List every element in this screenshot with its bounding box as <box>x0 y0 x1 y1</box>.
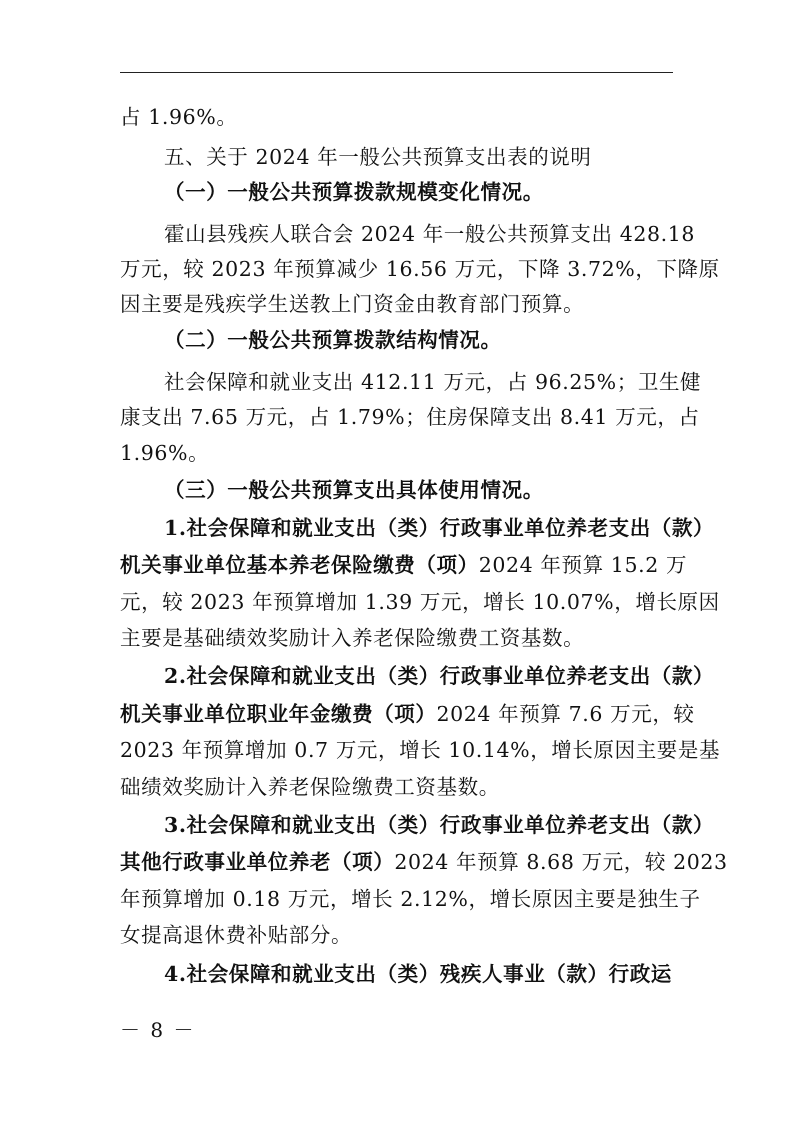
paragraph-1-line-2: 万元，较 2023 年预算减少 16.56 万元，下降 3.72%，下降原 <box>120 257 720 281</box>
item-3-title: 3.社会保障和就业支出（类）行政事业单位养老支出（款） <box>164 813 715 837</box>
item-1-subject: 机关事业单位基本养老保险缴费（项） <box>120 553 479 577</box>
page-number: － 8 － <box>120 1018 196 1042</box>
item-1-line-4: 主要是基础绩效奖励计入养老保险缴费工资基数。 <box>120 626 585 650</box>
item-1-title: 1.社会保障和就业支出（类）行政事业单位养老支出（款） <box>164 516 715 540</box>
section-heading-5: 五、关于 2024 年一般公共预算支出表的说明 <box>164 145 592 169</box>
item-2-subject: 机关事业单位职业年金缴费（项） <box>120 702 437 726</box>
paragraph-1-line-1: 霍山县残疾人联合会 2024 年一般公共预算支出 428.18 <box>164 222 696 246</box>
subheading-2: （二）一般公共预算拨款结构情况。 <box>164 328 502 352</box>
item-3-subject: 其他行政事业单位养老（项） <box>120 850 395 874</box>
item-2-line-4: 础绩效奖励计入养老保险缴费工资基数。 <box>120 775 500 799</box>
item-2-line-3: 2023 年预算增加 0.7 万元，增长 10.14%，增长原因主要是基 <box>120 738 721 762</box>
item-1-line-2 <box>120 553 688 577</box>
item-3-line-4: 女提高退休费补贴部分。 <box>120 923 353 947</box>
item-2-line-2 <box>120 702 695 726</box>
paragraph-1-line-3: 因主要是残疾学生送教上门资金由教育部门预算。 <box>120 292 585 316</box>
item-4-title: 4.社会保障和就业支出（类）残疾人事业（款）行政运 <box>164 962 672 986</box>
paragraph-2-line-2: 康支出 7.65 万元，占 1.79%；住房保障支出 8.41 万元，占 <box>120 405 700 429</box>
paragraph-2-line-3: 1.96%。 <box>120 441 210 465</box>
item-3-budget: 2024 年预算 8.68 万元，较 2023 <box>394 850 728 874</box>
text-line-1: 占 1.96%。 <box>120 105 238 129</box>
header-rule <box>120 72 673 73</box>
item-2-budget: 2024 年预算 7.6 万元，较 <box>436 702 695 726</box>
item-2-title: 2.社会保障和就业支出（类）行政事业单位养老支出（款） <box>164 664 715 688</box>
item-3-line-2 <box>120 850 728 874</box>
item-1-budget: 2024 年预算 15.2 万 <box>478 553 688 577</box>
item-3-line-3: 年预算增加 0.18 万元，增长 2.12%，增长原因主要是独生子 <box>120 887 701 911</box>
subheading-3: （三）一般公共预算支出具体使用情况。 <box>164 478 544 502</box>
subheading-1: （一）一般公共预算拨款规模变化情况。 <box>164 180 544 204</box>
paragraph-2-line-1: 社会保障和就业支出 412.11 万元，占 96.25%；卫生健 <box>164 370 702 394</box>
item-1-line-3: 元，较 2023 年预算增加 1.39 万元，增长 10.07%，增长原因 <box>120 590 720 614</box>
